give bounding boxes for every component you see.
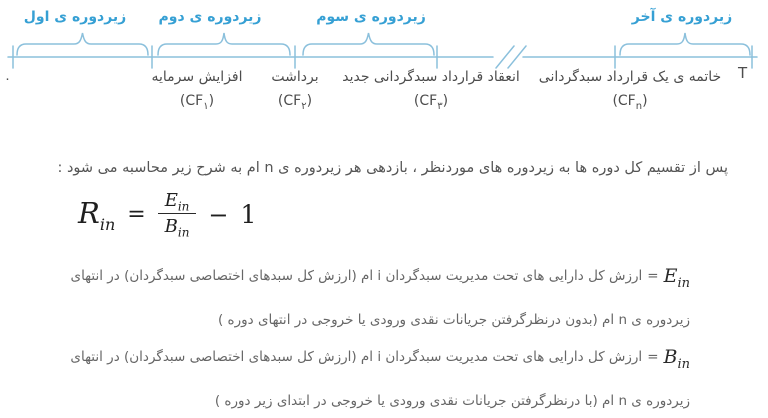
end-label: T	[738, 64, 748, 82]
minus-sign: −	[208, 200, 229, 229]
definition-bin-line1: $B_{in}=ارزش$ کل دارایی های تحت مدیریت سبدگردان i ام (ارزش کل سبدهای اختصاصی سبدگردان) در انتهای	[72, 339, 690, 383]
brace-period-4	[620, 33, 750, 55]
fraction-numerator: $E_{in}$	[158, 190, 197, 214]
ein-symbol: $E_{in}$	[663, 265, 690, 291]
constant-one: 1	[240, 200, 257, 230]
event-name: افزایش سرمایه	[151, 69, 243, 85]
definition-bin-line2: زیردوره ی n ام (با درنظرگرفتن جریانات نقدی ورودی یا خروجی در ابتدای زیر دوره )	[214, 392, 690, 409]
equals-sign: =	[127, 202, 146, 228]
formula-lhs: $R_{in}$	[78, 195, 116, 234]
event-new-contract	[342, 66, 520, 117]
period-label-first: زیردوره ی اول	[23, 9, 127, 25]
definition-ein-line2: زیردوره ی n ام (بدون درنظرگرفتن جریانات نقدی ورودی یا خروجی در انتهای دوره )	[217, 311, 690, 328]
period-label-last: زیردوره ی آخر	[631, 9, 733, 25]
brace-period-3	[303, 33, 434, 55]
symbol-definitions	[72, 258, 690, 418]
cashflow-label: $(CF_۱)$	[179, 93, 215, 112]
event-contract-termination	[539, 66, 721, 117]
fraction-denominator: $B_{in}$	[164, 215, 190, 240]
cashflow-label: $(CF_n)$	[612, 93, 648, 112]
origin-label: ۰	[4, 72, 11, 87]
period-label-third: زیردوره ی سوم	[316, 9, 426, 25]
cashflow-label: $(CF_۲)$	[277, 93, 313, 112]
bin-symbol: $B_{in}$	[663, 345, 690, 372]
brace-period-2	[158, 33, 290, 55]
event-name: خاتمه ی یک قرارداد سبدگردانی	[538, 69, 722, 85]
return-formula	[78, 190, 256, 239]
definition-ein-line1: $E_{in}=ارزش$ کل دارایی های تحت مدیریت سبدگردان i ام (ارزش کل سبدهای اختصاصی سبدگردان) در انتهای	[72, 258, 690, 302]
event-name: انعقاد قرارداد سبدگردانی جدید	[342, 69, 520, 85]
period-label-second: زیردوره ی دوم	[158, 9, 262, 25]
formula-fraction	[158, 190, 197, 239]
intro-text: پس از تقسیم کل دوره ها به زیردوره های موردنظر ، بازدهی هر زیردوره ی n ام به شرح زیر محاسبه می شود :	[57, 160, 728, 176]
event-capital-increase	[151, 66, 242, 117]
brace-period-1	[17, 33, 148, 55]
event-withdrawal	[271, 66, 318, 117]
event-name: برداشت	[271, 69, 319, 85]
cashflow-label: $(CF_۳)$	[413, 93, 449, 112]
